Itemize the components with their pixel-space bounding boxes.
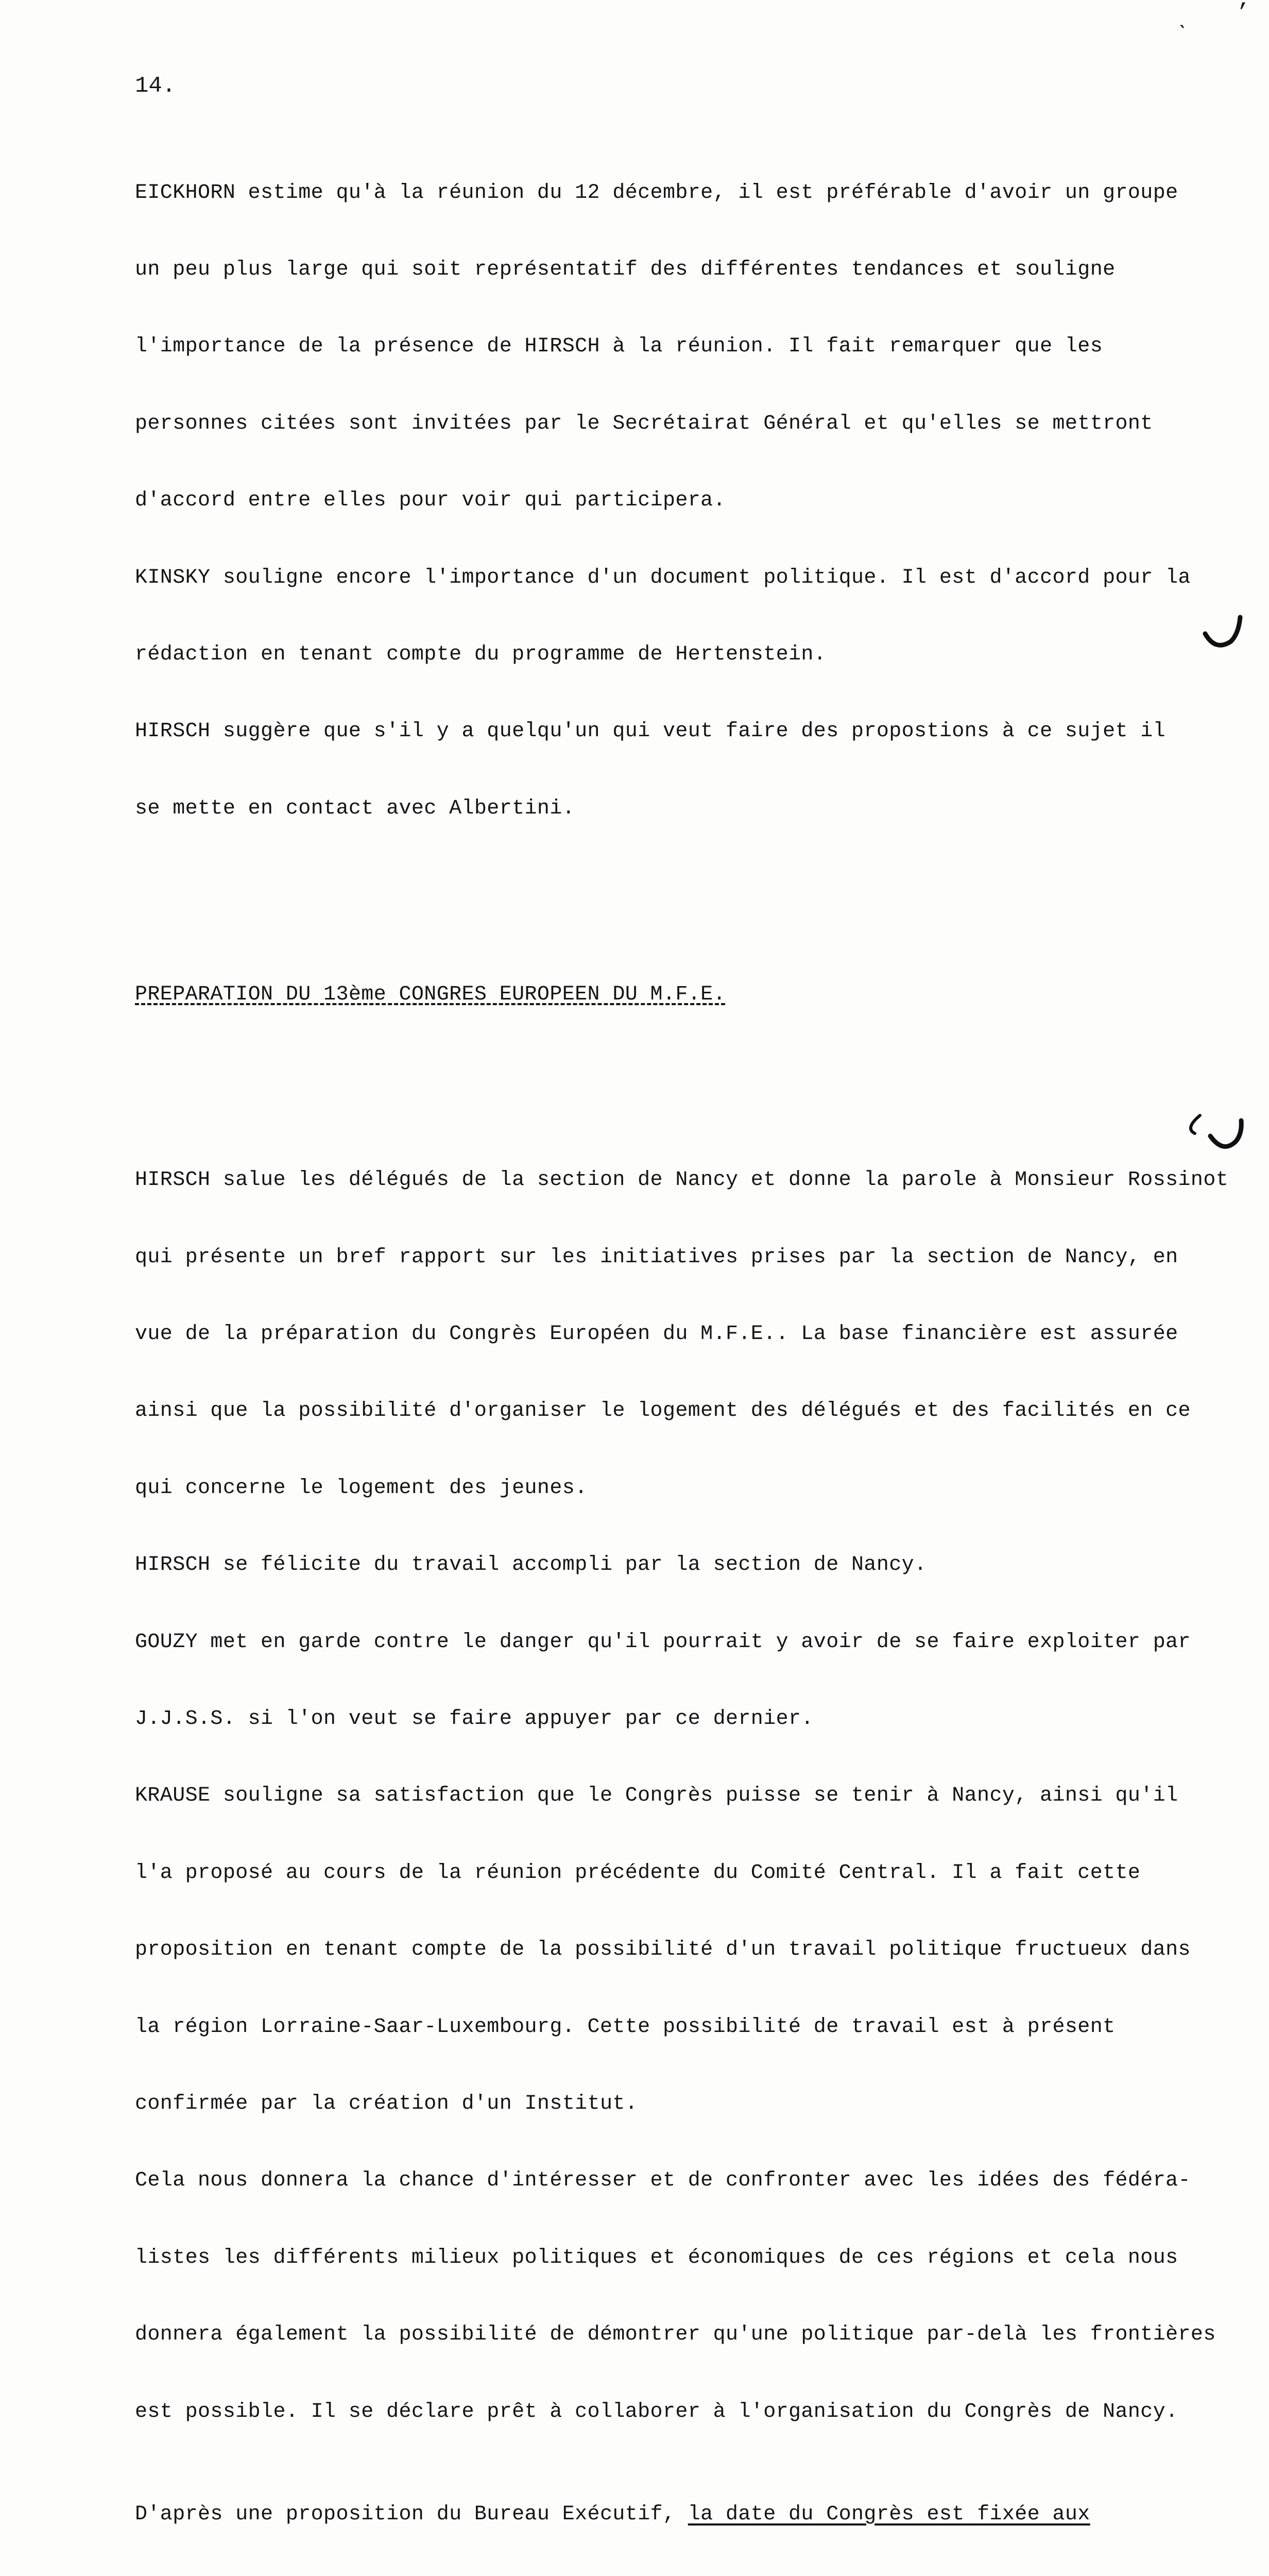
text-line: proposition en tenant compte de la possibilité d'un travail politique fructueux dans	[135, 1938, 1191, 1962]
text-line: Cela nous donnera la chance d'intéresser et de confronter avec les idées des fédéra-	[135, 2169, 1191, 2193]
text-line: qui concerne le logement des jeunes.	[135, 1476, 588, 1500]
text-line: ainsi que la possibilité d'organiser le logement des délégués et des facilités en ce	[135, 1399, 1191, 1423]
page-number: 14.	[135, 73, 176, 99]
text-line: GOUZY met en garde contre le danger qu'il pourrait y avoir de se faire exploiter par	[135, 1630, 1191, 1654]
date-line-underlined: la date du Congrès est fixée aux	[688, 2502, 1090, 2526]
section-heading: PREPARATION DU 13ème CONGRES EUROPEEN DU M.F.E.	[135, 982, 726, 1006]
corner-mark-left: ˎ	[1175, 5, 1189, 31]
text-line: l'importance de la présence de HIRSCH à la réunion. Il fait remarquer que les	[135, 335, 1103, 359]
date-line-prefix: D'après une proposition du Bureau Exécutif,	[135, 2502, 688, 2526]
text-line: d'accord entre elles pour voir qui participera.	[135, 489, 726, 513]
text-line: est possible. Il se déclare prêt à collaborer à l'organisation du Congrès de Nancy.	[135, 2400, 1178, 2424]
date-line	[135, 2502, 1247, 2528]
text-line: J.J.S.S. si l'on veut se faire appuyer par ce dernier.	[135, 1707, 814, 1731]
text-line: personnes citées sont invitées par le Secrétairat Général et qu'elles se mettront	[135, 412, 1153, 435]
text-line: vue de la préparation du Congrès Européen du M.F.E.. La base financière est assurée	[135, 1323, 1178, 1346]
text-line: qui présente un bref rapport sur les initiatives prises par la section de Nancy, en	[135, 1245, 1178, 1269]
text-line: un peu plus large qui soit représentatif des différentes tendances et souligne	[135, 258, 1116, 281]
text-line: KRAUSE souligne sa satisfaction que le Congrès puisse se tenir à Nancy, ainsi qu'il	[135, 1784, 1178, 1808]
text-line: rédaction en tenant compte du programme de Hertenstein.	[135, 642, 827, 666]
text-line: listes les différents milieux politiques et économiques de ces régions et cela nous	[135, 2246, 1178, 2269]
text-line: se mette en contact avec Albertini.	[135, 796, 575, 820]
text-line: la région Lorraine-Saar-Luxembourg. Cette possibilité de travail est à présent	[135, 2015, 1116, 2039]
text-line: EICKHORN estime qu'à la réunion du 12 décembre, il est préférable d'avoir un groupe	[135, 181, 1178, 205]
text-line: donnera également la possibilité de démontrer qu'une politique par-delà les frontières	[135, 2323, 1216, 2347]
text-line: HIRSCH se félicite du travail accompli par la section de Nancy.	[135, 1553, 927, 1577]
text-line: HIRSCH suggère que s'il y a quelqu'un qui veut faire des propostions à ce sujet il	[135, 720, 1166, 743]
text-line: l'a proposé au cours de la réunion précédente du Comité Central. Il a fait cette	[135, 1861, 1141, 1885]
text-line: confirmée par la création d'un Institut.	[135, 2092, 638, 2115]
corner-mark-right: ’	[1236, 0, 1250, 26]
document-body	[135, 129, 1247, 2576]
margin-check-mark-icon	[1179, 1105, 1251, 1157]
margin-check-mark-icon	[1200, 613, 1246, 654]
text-line: HIRSCH salue les délégués de la section de Nancy et donne la parole à Monsieur Rossinot	[135, 1168, 1229, 1192]
text-line: KINSKY souligne encore l'importance d'un document politique. Il est d'accord pour la	[135, 566, 1191, 589]
